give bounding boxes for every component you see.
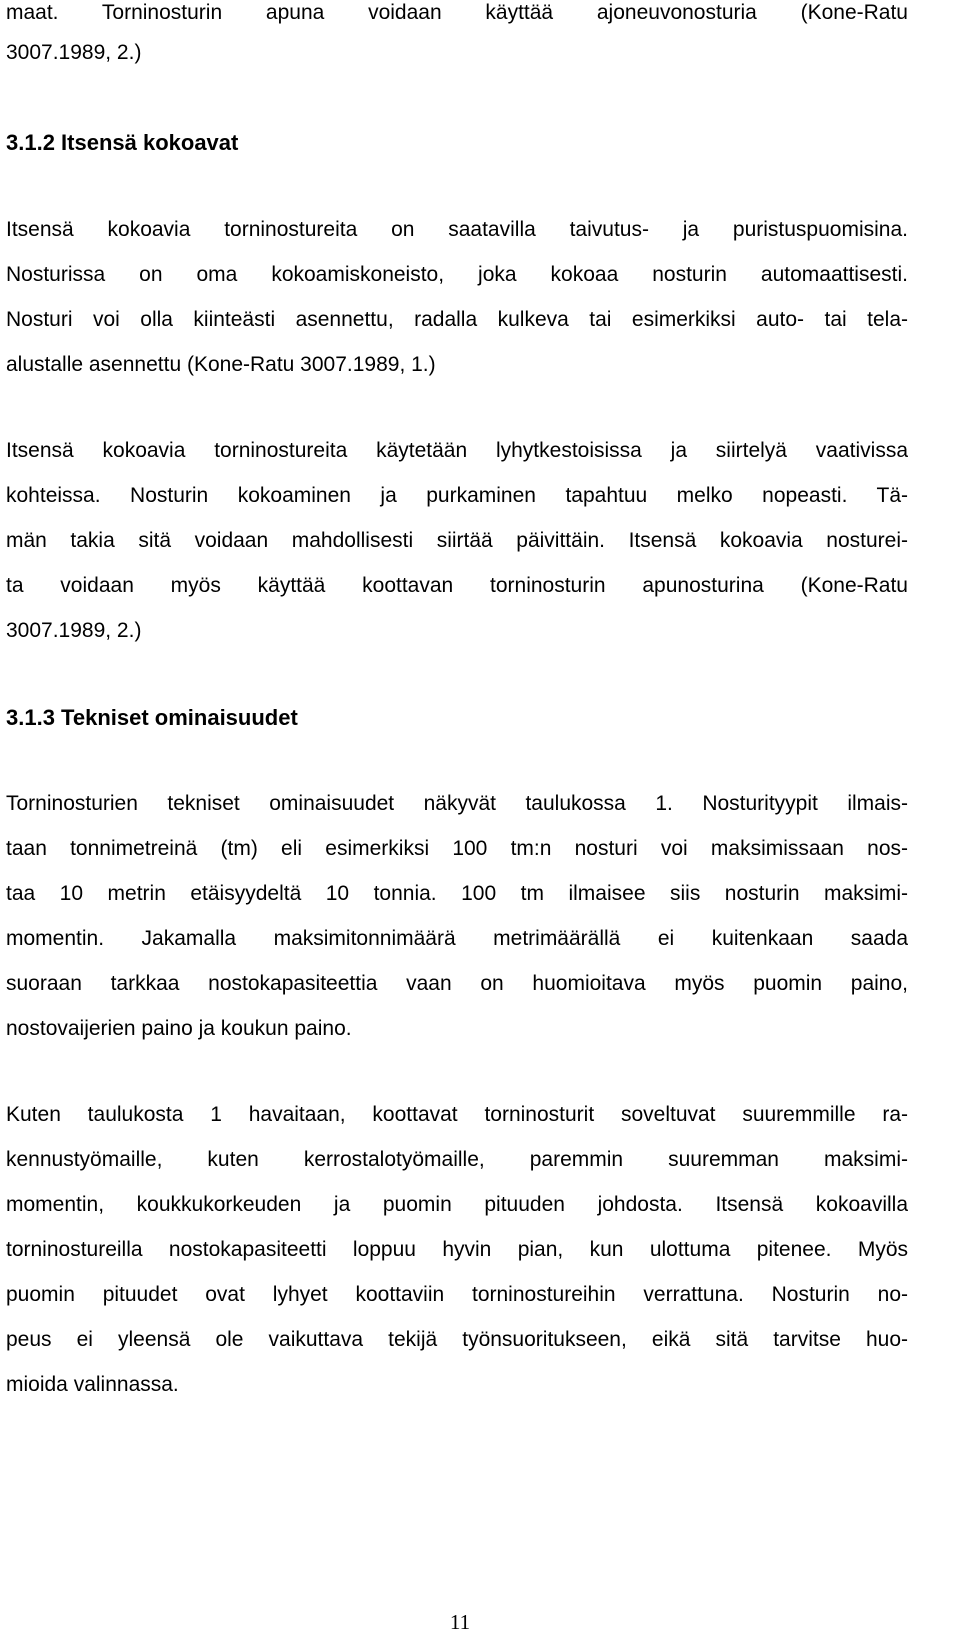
page-number: 11 [449, 1610, 471, 1634]
text-line: alustalle asennettu (Kone-Ratu 3007.1989, 1.) [6, 353, 436, 376]
text-line: män takia sitä voidaan mahdollisesti siirtää päivittäin. Itsensä kokoavia nosturei- [6, 529, 908, 552]
text-line: peus ei yleensä ole vaikuttava tekijä työnsuoritukseen, eikä sitä tarvitse huo- [6, 1328, 908, 1351]
text-line: 3007.1989, 2.) [6, 41, 142, 64]
text-line: Nosturi voi olla kiinteästi asennettu, radalla kulkeva tai esimerkiksi auto- tai tela- [6, 308, 908, 331]
heading-text: 3.1.3 Tekniset ominaisuudet [6, 705, 298, 730]
text-line: puomin pituudet ovat lyhyet koottaviin torninostureihin verrattuna. Nosturin no- [6, 1283, 908, 1306]
text-line: mioida valinnassa. [6, 1373, 179, 1396]
text-line: torninostureilla nostokapasiteetti loppuu hyvin pian, kun ulottuma pitenee. Myös [6, 1238, 908, 1261]
heading-text: 3.1.2 Itsensä kokoavat [6, 130, 239, 155]
text-line: 3007.1989, 2.) [6, 619, 142, 642]
text-line: taan tonnimetreinä (tm) eli esimerkiksi 100 tm:n nosturi voi maksimissaan nos- [6, 837, 908, 860]
text-line: Itsensä kokoavia torninostureita on saatavilla taivutus- ja puristuspuomisina. [6, 218, 908, 241]
text-line: Itsensä kokoavia torninostureita käytetään lyhytkestoisissa ja siirtelyä vaativissa [6, 439, 908, 462]
text-line: taa 10 metrin etäisyydeltä 10 tonnia. 100 tm ilmaisee siis nosturin maksimi- [6, 882, 908, 905]
text-line: ta voidaan myös käyttää koottavan torninosturin apunosturina (Kone-Ratu [6, 574, 908, 597]
text-line: nostovaijerien paino ja koukun paino. [6, 1017, 352, 1040]
text-line: Kuten taulukosta 1 havaitaan, koottavat torninosturit soveltuvat suuremmille ra- [6, 1103, 908, 1126]
text-line: suoraan tarkkaa nostokapasiteettia vaan on huomioitava myös puomin paino, [6, 972, 908, 995]
text-line: Torninosturien tekniset ominaisuudet näkyvät taulukossa 1. Nosturityypit ilmais- [6, 792, 908, 815]
text-line: momentin. Jakamalla maksimitonnimäärä metrimäärällä ei kuitenkaan saada [6, 927, 908, 950]
text-line: maat. Torninosturin apuna voidaan käyttää ajoneuvonosturia (Kone-Ratu [6, 1, 908, 24]
text-line: kohteissa. Nosturin kokoaminen ja purkaminen tapahtuu melko nopeasti. Tä- [6, 484, 908, 507]
text-line: Nosturissa on oma kokoamiskoneisto, joka kokoaa nosturin automaattisesti. [6, 263, 908, 286]
text-line: momentin, koukkukorkeuden ja puomin pituuden johdosta. Itsensä kokoavilla [6, 1193, 908, 1216]
text-line: kennustyömaille, kuten kerrostalotyömaille, paremmin suuremman maksimi- [6, 1148, 908, 1171]
